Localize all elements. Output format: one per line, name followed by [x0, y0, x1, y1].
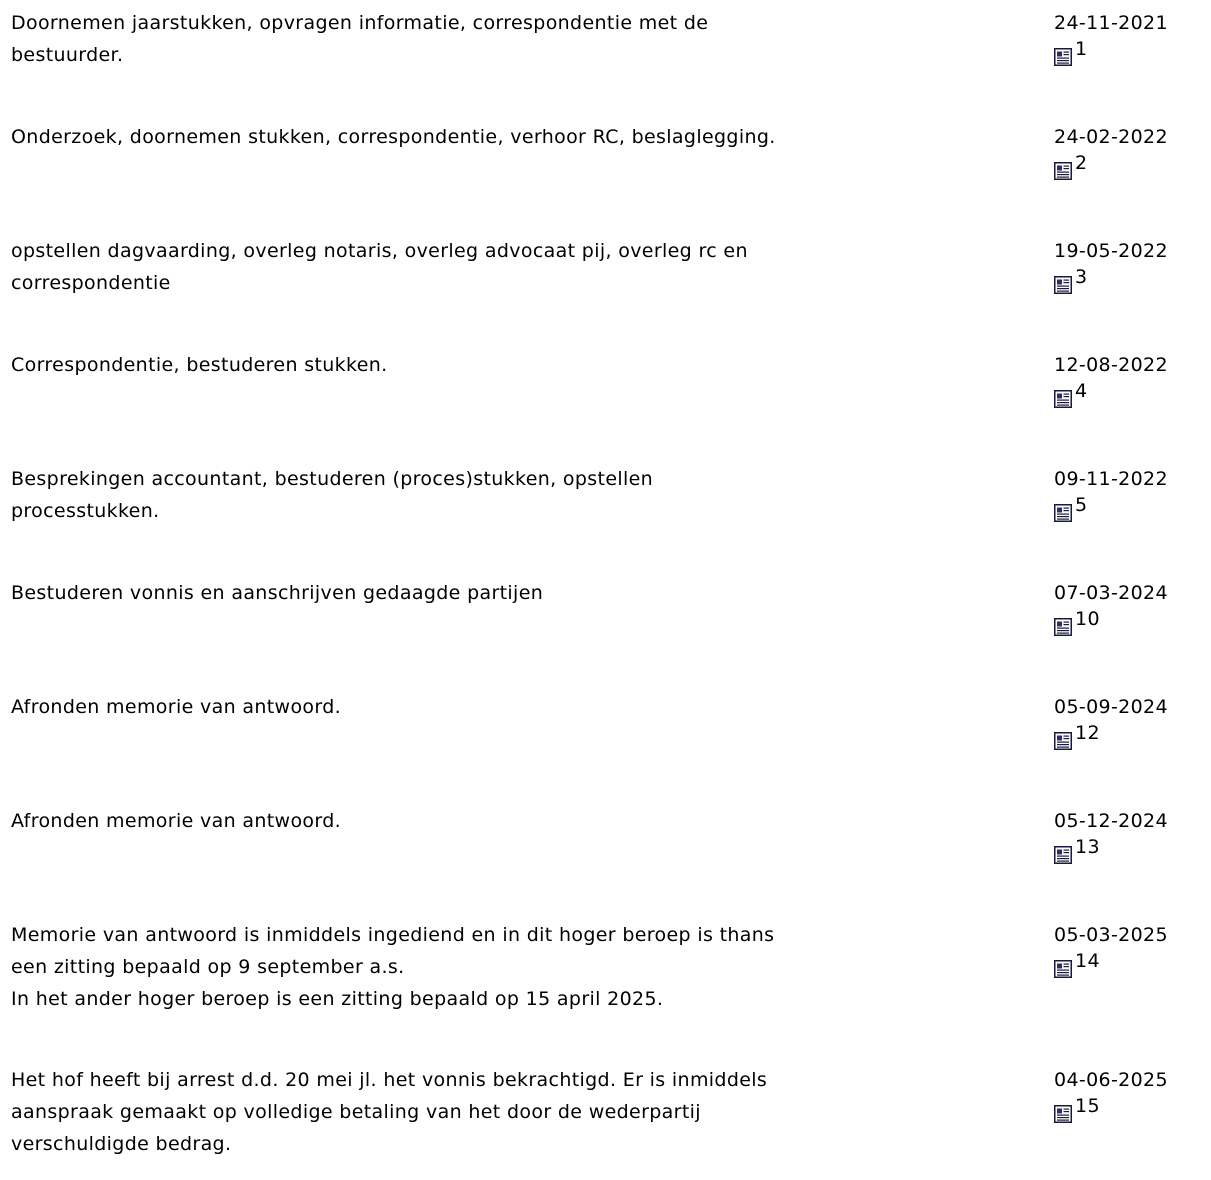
document-icon[interactable]	[1054, 48, 1072, 66]
document-icon[interactable]	[1054, 618, 1072, 636]
report-meta	[1054, 1064, 1211, 1128]
report-number[interactable]: 4	[1075, 380, 1088, 402]
report-link[interactable]	[1054, 381, 1211, 413]
report-description: Bestuderen vonnis en aanschrijven gedaagde partijen	[11, 582, 544, 604]
report-number[interactable]: 14	[1075, 950, 1100, 972]
report-meta	[1054, 691, 1211, 755]
document-icon[interactable]	[1054, 960, 1072, 978]
report-date: 09-11-2022	[1054, 468, 1168, 490]
report-date: 05-09-2024	[1054, 696, 1168, 718]
report-description: opstellen dagvaarding, overleg notaris, overleg advocaat pij, overleg rc en correspondentie	[11, 240, 748, 294]
report-date: 24-11-2021	[1054, 12, 1168, 34]
report-date: 05-12-2024	[1054, 810, 1168, 832]
document-icon[interactable]	[1054, 846, 1072, 864]
report-link[interactable]	[1054, 1096, 1211, 1128]
document-icon[interactable]	[1054, 162, 1072, 180]
report-number[interactable]: 15	[1075, 1095, 1100, 1117]
report-description: Correspondentie, bestuderen stukken.	[11, 354, 388, 376]
document-icon[interactable]	[1054, 276, 1072, 294]
report-description: Afronden memorie van antwoord.	[11, 696, 342, 718]
report-description: Besprekingen accountant, bestuderen (proces)stukken, opstellen processtukken.	[11, 468, 654, 522]
report-number[interactable]: 10	[1075, 608, 1100, 630]
report-link[interactable]	[1054, 267, 1211, 299]
report-number[interactable]: 1	[1075, 38, 1088, 60]
document-icon[interactable]	[1054, 504, 1072, 522]
document-icon[interactable]	[1054, 390, 1072, 408]
report-number[interactable]: 12	[1075, 722, 1100, 744]
report-meta	[1054, 121, 1211, 185]
report-link[interactable]	[1054, 495, 1211, 527]
report-date: 04-06-2025	[1054, 1069, 1168, 1091]
report-link[interactable]	[1054, 153, 1211, 185]
report-link[interactable]	[1054, 837, 1211, 869]
document-icon[interactable]	[1054, 1105, 1072, 1123]
report-meta	[1054, 577, 1211, 641]
report-date: 05-03-2025	[1054, 924, 1168, 946]
report-meta	[1054, 919, 1211, 983]
report-description: Onderzoek, doornemen stukken, correspondentie, verhoor RC, beslaglegging.	[11, 126, 776, 148]
report-date: 24-02-2022	[1054, 126, 1168, 148]
report-meta	[1054, 805, 1211, 869]
report-meta	[1054, 463, 1211, 527]
report-date: 12-08-2022	[1054, 354, 1168, 376]
report-date: 19-05-2022	[1054, 240, 1168, 262]
report-description: Afronden memorie van antwoord.	[11, 810, 342, 832]
report-meta	[1054, 349, 1211, 413]
report-number[interactable]: 3	[1075, 266, 1088, 288]
report-description: Memorie van antwoord is inmiddels ingediend en in dit hoger beroep is thans een zitting bepaald op 9 september a.s. In het ander hoger beroep is een zitting bepaald op 15 april 2025.	[11, 924, 775, 1010]
report-number[interactable]: 2	[1075, 152, 1088, 174]
report-link[interactable]	[1054, 723, 1211, 755]
report-meta	[1054, 7, 1211, 71]
report-date: 07-03-2024	[1054, 582, 1168, 604]
report-link[interactable]	[1054, 951, 1211, 983]
report-description: Het hof heeft bij arrest d.d. 20 mei jl. het vonnis bekrachtigd. Er is inmiddels aanspraak gemaakt op volledige betaling van het door de wederpartij verschuldigde bedrag.	[11, 1069, 768, 1155]
report-number[interactable]: 5	[1075, 494, 1088, 516]
report-number[interactable]: 13	[1075, 836, 1100, 858]
document-icon[interactable]	[1054, 732, 1072, 750]
report-description: Doornemen jaarstukken, opvragen informatie, correspondentie met de bestuurder.	[11, 12, 709, 66]
report-link[interactable]	[1054, 39, 1211, 71]
report-link[interactable]	[1054, 609, 1211, 641]
report-meta	[1054, 235, 1211, 299]
